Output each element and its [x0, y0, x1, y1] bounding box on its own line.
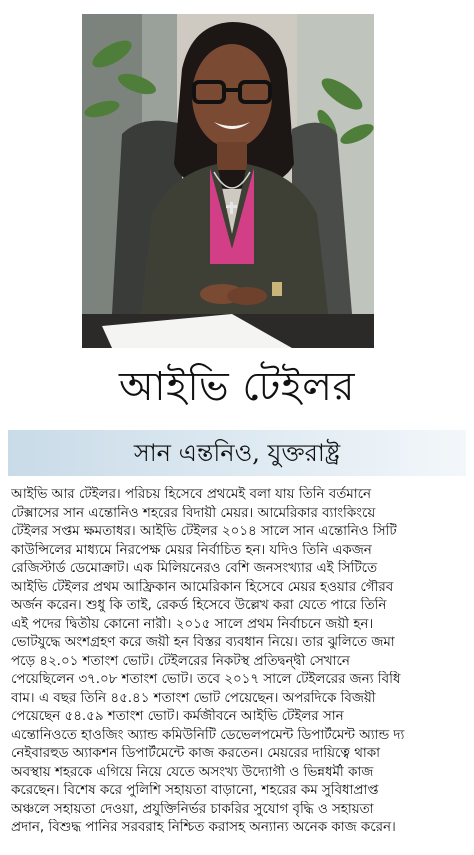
article-line: এন্তোনিওতে হাওজিং অ্যান্ড কমিউনিটি ডেভেলপমেন্ট ডিপার্টমেন্ট অ্যান্ড দ্য [11, 727, 405, 743]
article-line: নেইবারহুড অ্যাকশন ডিপার্টমেন্টে কাজ করতেন। মেয়রের দায়িত্বে থাকা [11, 746, 381, 761]
article-line: অঞ্চলে সহায়তা দেওয়া, প্রযুক্তিনির্ভর চাকরির সুযোগ বৃদ্ধি ও সহায়তা [11, 801, 374, 817]
article-line: পেয়েছিলেন ৩৭.০৮ শতাংশ ভোট। তবে ২০১৭ সালে টেইলরের জন্য বিধি [11, 672, 401, 687]
article-line: আইভি টেইলর প্রথম আফ্রিকান আমেরিকান হিসেবে মেয়র হওয়ার গৌরব [11, 579, 394, 595]
article-line: কাউন্সিলের মাধ্যমে নিরপেক্ষ মেয়র নির্বাচিত হন। যদিও তিনি একজন [11, 542, 372, 558]
portrait-photo [82, 14, 374, 348]
article-line: টেইলর সপ্তম ক্ষমতাধর। আইভি টেইলর ২০১৪ সালে সান এন্তোনিও সিটি [11, 524, 397, 539]
article-line: টেক্সাসের সান এন্তোনিও শহরের বিদায়ী মেয়র। আমেরিকার ব্যাংকিংয়ে [11, 505, 376, 521]
portrait-illustration [82, 14, 374, 348]
location-label: সান এন্তনিও, যুক্তরাষ্ট্র [133, 439, 341, 467]
article-line: আইভি আর টেইলর। পরিচয় হিসেবে প্রথমেই বলা যায় তিনি বর্তমানে [11, 487, 371, 502]
article-line: পেয়েছেন ৫৪.৫৯ শতাংশ ভোট। কর্মজীবনে আইভি টেইলর সান [11, 709, 344, 724]
article-line: করেছেন। বিশেষ করে পুলিশি সহায়তা বাড়ানো, শহরের কম সুবিধাপ্রাপ্ত [11, 783, 379, 798]
article-line: ভোটযুদ্ধে অংশগ্রহণ করে জয়ী হন বিস্তর ব্যবধান নিয়ে। তার ঝুলিতে জমা [11, 635, 395, 650]
article-line: বাম। এ বছর তিনি ৪৫.৪১ শতাংশ ভোট পেয়েছেন। অপরদিকে বিজয়ী [11, 690, 376, 706]
person-name: আইভি টেইলর [118, 364, 356, 410]
article-body [11, 486, 465, 838]
article-line: প্রদান, বিশুদ্ধ পানির সরবরাহ নিশ্চিত করাসহ অন্যান্য অনেক কাজ করেন। [11, 820, 396, 835]
article-line: অবস্থায় শহরকে এগিয়ে নিয়ে যেতে অসংখ্য উদ্যোগী ও ভিন্নধর্মী কাজ [11, 764, 374, 780]
article-line: এই পদের দ্বিতীয় কোনো নারী। ২০১৫ সালে প্রথম নির্বাচনে জয়ী হন। [11, 616, 374, 632]
article-line: রেজিস্টার্ড ডেমোক্রাট। এক মিলিয়নেরও বেশি জনসংখ্যার এই সিটিতে [11, 561, 378, 576]
article-line: পড়ে ৪২.০১ শতাংশ ভোট। টেইলরের নিকটস্থ প্রতিদ্বন্দ্বী সেখানে [11, 653, 350, 669]
article-line: অর্জন করেন। শুধু কি তাই, রেকর্ড হিসেবে উল্লেখ করা যেতে পারে তিনি [11, 598, 387, 613]
